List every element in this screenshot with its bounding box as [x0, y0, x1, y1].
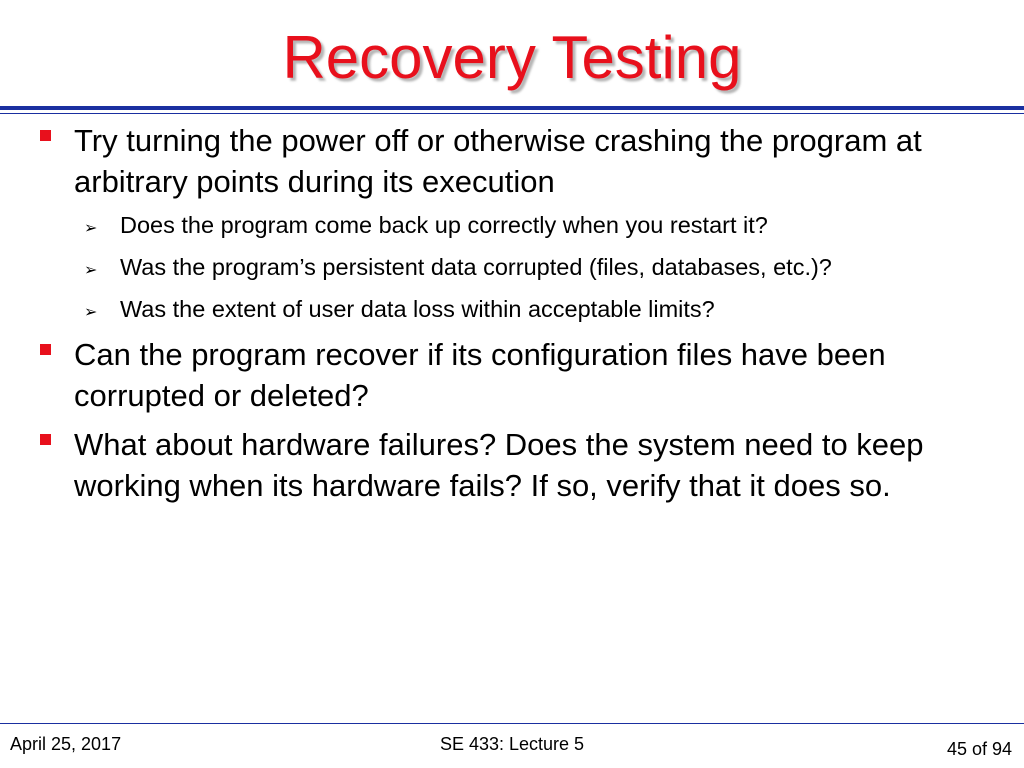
arrow-bullet-icon: ➢ — [84, 220, 98, 237]
bullet-item — [0, 120, 1024, 202]
footer-date: April 25, 2017 — [10, 734, 122, 754]
page-number: 45 of 94 — [946, 739, 1012, 759]
sub-bullet-text: Was the program’s persistent data corrupted (files, databases, etc.)? — [120, 254, 832, 280]
bullet-item — [0, 424, 1024, 506]
title-divider-thick — [0, 106, 1024, 110]
slide-title: Recovery Testing — [282, 24, 742, 91]
square-bullet-icon — [40, 130, 51, 141]
square-bullet-icon — [40, 344, 51, 355]
bullet-text: Try turning the power off or otherwise crashing the program at arbitrary points during its execution — [74, 123, 922, 199]
arrow-bullet-icon: ➢ — [84, 304, 98, 321]
bullet-text: Can the program recover if its configuration files have been corrupted or deleted? — [74, 337, 886, 413]
bullet-text: What about hardware failures? Does the system need to keep working when its hardware fails? If so, verify that it does so. — [74, 427, 924, 503]
sub-bullet-item — [0, 294, 1024, 324]
sub-bullet-text: Was the extent of user data loss within acceptable limits? — [120, 296, 715, 322]
bullet-item — [0, 334, 1024, 416]
square-bullet-icon — [40, 434, 51, 445]
sub-bullet-list — [0, 210, 1024, 324]
footer-course: SE 433: Lecture 5 — [439, 734, 585, 754]
sub-bullet-text: Does the program come back up correctly when you restart it? — [120, 212, 768, 238]
slide-body — [0, 120, 1024, 514]
sub-bullet-item — [0, 210, 1024, 240]
sub-bullet-item — [0, 252, 1024, 282]
arrow-bullet-icon: ➢ — [84, 262, 98, 279]
title-divider-thin — [0, 113, 1024, 114]
footer-divider — [0, 723, 1024, 724]
